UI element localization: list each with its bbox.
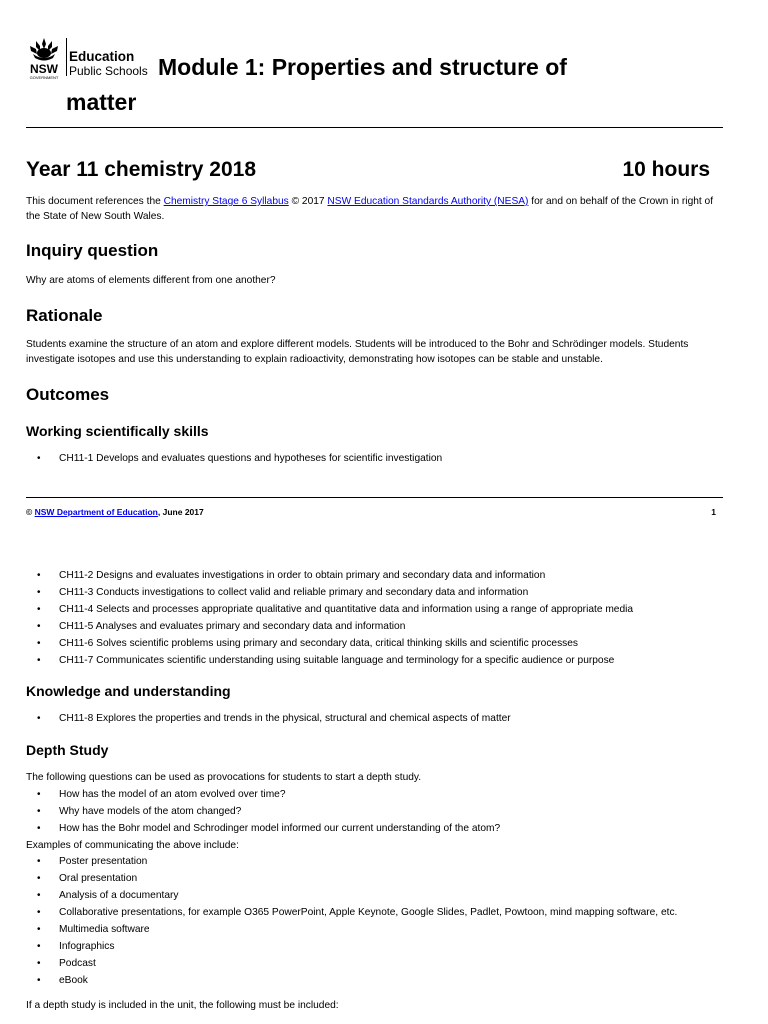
working-scientifically-heading: Working scientifically skills: [26, 423, 209, 439]
header-divider: [26, 127, 723, 128]
rationale-heading: Rationale: [26, 306, 103, 325]
page-title-line1: Module 1: Properties and structure of: [158, 54, 567, 80]
list-item: • CH11-8 Explores the properties and trends in the physical, structural and chemical aspects of matter: [26, 710, 736, 727]
list-item: • Collaborative presentations, for example O365 PowerPoint, Apple Keynote, Google Slides, Padlet, Powtoon, mind mapping software, etc.: [26, 904, 736, 921]
rationale-text: Students examine the structure of an atom and explore different models. Students will be introduced to the Bohr and Schrödinger models. Students investigate isotopes and use this understanding to explain radioactivity, demonstrating how isotopes can be stable and unstable.: [26, 339, 689, 365]
page-title-line2: matter: [66, 89, 137, 115]
examples-list: [26, 853, 736, 989]
list-item: • CH11-2 Designs and evaluates investigations in order to obtain primary and secondary data and information: [26, 567, 736, 584]
list-item: • How has the Bohr model and Schrodinger model informed our current understanding of the atom?: [26, 820, 736, 837]
logo-education-text: Education: [69, 49, 135, 64]
logo-gov-text: GOVERNMENT: [29, 75, 59, 80]
nsw-department-link[interactable]: NSW Department of Education: [34, 507, 158, 517]
depth-study-heading: Depth Study: [26, 742, 109, 758]
list-item: • Why have models of the atom changed?: [26, 803, 736, 820]
list-item: • Multimedia software: [26, 921, 736, 938]
list-item: • Podcast: [26, 955, 736, 972]
footer-divider: [26, 497, 723, 498]
examples-intro: Examples of communicating the above include:: [26, 840, 239, 851]
list-item: • eBook: [26, 972, 736, 989]
list-item: • CH11-4 Selects and processes appropriate qualitative and quantitative data and information using a range of appropriate media: [26, 601, 736, 618]
list-item: • CH11-6 Solves scientific problems using primary and secondary data, critical thinking skills and scientific processes: [26, 635, 736, 652]
page-number: 1: [711, 507, 716, 517]
knowledge-heading: Knowledge and understanding: [26, 683, 231, 699]
list-item: • How has the model of an atom evolved over time?: [26, 786, 736, 803]
list-item: • CH11-3 Conducts investigations to collect valid and reliable primary and secondary data and information: [26, 584, 736, 601]
syllabus-link[interactable]: Chemistry Stage 6 Syllabus: [163, 196, 289, 207]
depth-study-closing: If a depth study is included in the unit, the following must be included:: [26, 1000, 339, 1011]
footer-copyright: ©: [26, 507, 35, 517]
list-item: • Poster presentation: [26, 853, 736, 870]
intro-text-before: This document references the: [26, 196, 164, 207]
list-item: • CH11-1 Develops and evaluates questions and hypotheses for scientific investigation: [26, 450, 736, 467]
inquiry-text: Why are atoms of elements different from one another?: [26, 275, 276, 286]
page-footer: [26, 506, 204, 518]
outcomes-heading: Outcomes: [26, 385, 110, 404]
depth-questions-list: [26, 786, 736, 837]
nesa-link[interactable]: NSW Education Standards Authority (NESA): [327, 196, 529, 207]
list-item: • Analysis of a documentary: [26, 887, 736, 904]
intro-paragraph: [26, 194, 726, 224]
list-item: • Oral presentation: [26, 870, 736, 887]
waratah-logo-icon: [25, 36, 63, 80]
ku-list: [26, 710, 736, 727]
logo-divider: [66, 38, 67, 76]
list-item: • Infographics: [26, 938, 736, 955]
nsw-education-logo: [25, 36, 153, 80]
ws-list-rest: [26, 567, 736, 669]
logo-mark-text: NSW: [30, 62, 58, 76]
intro-text-between: © 2017: [288, 196, 328, 207]
list-item: • CH11-7 Communicates scientific understanding using suitable language and terminology for a specific audience or purpose: [26, 652, 736, 669]
depth-study-intro: The following questions can be used as provocations for students to start a depth study.: [26, 772, 422, 783]
list-item: • CH11-5 Analyses and evaluates primary and secondary data and information: [26, 618, 736, 635]
year-heading: Year 11 chemistry 2018: [26, 158, 257, 181]
intro-text-after: for and on behalf of the Crown in right of the State of New South Wales.: [26, 196, 714, 222]
logo-public-schools-text: Public Schools: [69, 64, 148, 78]
footer-date: , June 2017: [157, 507, 204, 517]
ws-list-first: [26, 450, 736, 467]
hours-heading: 10 hours: [622, 158, 710, 181]
inquiry-heading: Inquiry question: [26, 241, 159, 260]
